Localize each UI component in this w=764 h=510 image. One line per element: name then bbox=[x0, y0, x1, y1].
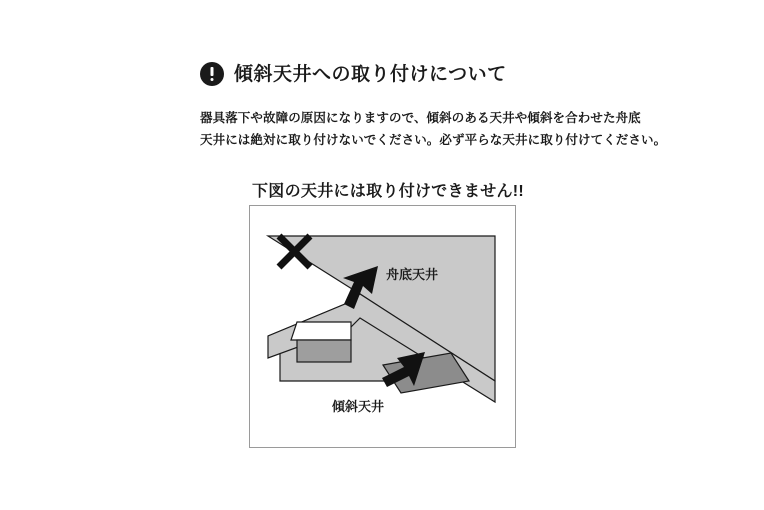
warning-body-text bbox=[200, 108, 667, 152]
label-keisha-tenjo: 傾斜天井 bbox=[332, 399, 385, 414]
body-line-2: 天井には絶対に取り付けないでください。必ず平らな天井に取り付けてください。 bbox=[200, 132, 667, 147]
body-line-1: 器具落下や故障の原因になりますので、傾斜のある天井や傾斜を合わせた舟底 bbox=[200, 111, 641, 125]
label-funatoko-tenjo: 舟底天井 bbox=[386, 267, 439, 282]
fixture-block bbox=[297, 340, 351, 362]
warning-heading bbox=[200, 62, 507, 86]
page-title: 傾斜天井への取り付けについて bbox=[234, 63, 507, 85]
fixture-panel bbox=[291, 322, 351, 340]
ceiling-diagram-figure bbox=[249, 205, 516, 448]
sub-heading: 下図の天井には取り付けできません!! bbox=[252, 183, 525, 200]
exclamation-circle-icon bbox=[200, 62, 224, 86]
